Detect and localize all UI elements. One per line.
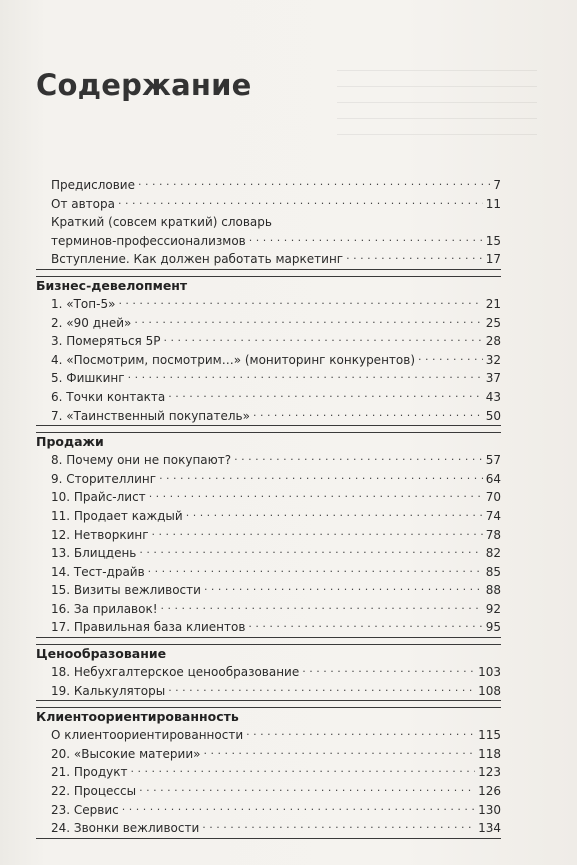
- entry-page-number: 108: [478, 683, 501, 698]
- dot-leader: [186, 508, 483, 520]
- entry-page-number: 64: [485, 471, 501, 486]
- entry-page-number: 28: [485, 334, 501, 349]
- entry-page-number: 92: [485, 601, 501, 616]
- entry-label: 20. «Высокие материи»: [51, 746, 201, 761]
- entry-page-number: 70: [485, 490, 501, 505]
- toc-entry[interactable]: [51, 663, 501, 682]
- entry-page-number: 11: [485, 196, 501, 211]
- toc-entry[interactable]: [51, 332, 501, 351]
- entry-label: 11. Продает каждый: [51, 508, 183, 523]
- entry-label: 4. «Посмотрим, посмотрим…» (мониторинг конкурентов): [51, 352, 415, 367]
- dot-leader: [148, 564, 483, 576]
- toc-entry[interactable]: [51, 782, 501, 801]
- dot-leader: [202, 820, 475, 832]
- entry-label: От автора: [51, 196, 115, 211]
- entry-page-number: 118: [478, 746, 501, 761]
- dot-leader: [204, 582, 483, 594]
- entry-label: Краткий (совсем краткий) словарь: [51, 215, 272, 230]
- section-heading: Ценообразование: [36, 644, 501, 663]
- entry-list: [36, 295, 501, 425]
- toc-entry[interactable]: [51, 618, 501, 637]
- entry-label-second-line: терминов-профессионализмов: [51, 233, 246, 248]
- toc-entry[interactable]: [51, 295, 501, 314]
- dot-leader: [203, 746, 475, 758]
- entry-label: 3. Померяться 5P: [51, 334, 161, 349]
- dot-leader: [248, 619, 482, 631]
- entry-label: 24. Звонки вежливости: [51, 821, 200, 836]
- toc-entry[interactable]: [51, 544, 501, 563]
- toc-entry[interactable]: [51, 726, 501, 745]
- entry-page-number: 25: [485, 315, 501, 330]
- entry-label: 19. Калькуляторы: [51, 683, 166, 698]
- toc-entry[interactable]: [51, 507, 501, 526]
- entry-page-number: 115: [478, 728, 501, 743]
- toc-entry[interactable]: [51, 250, 501, 269]
- dot-leader: [159, 471, 483, 483]
- dot-leader: [131, 764, 476, 776]
- entry-label: 9. Сторителлинг: [51, 471, 157, 486]
- dot-leader: [152, 527, 483, 539]
- dot-leader: [302, 664, 475, 676]
- toc-entry[interactable]: [51, 314, 501, 333]
- page-title: Содержание: [36, 68, 252, 102]
- entry-page-number: 88: [485, 583, 501, 598]
- toc-entry[interactable]: [51, 581, 501, 600]
- toc-entry[interactable]: [51, 470, 501, 489]
- dot-leader: [168, 683, 475, 695]
- toc-entry[interactable]: [51, 801, 501, 820]
- dot-leader: [163, 333, 482, 345]
- entry-label: 12. Нетворкинг: [51, 527, 149, 542]
- entry-label: 10. Прайс-лист: [51, 490, 146, 505]
- section-heading: Продажи: [36, 432, 501, 451]
- entry-page-number: 50: [485, 408, 501, 423]
- entry-label: 2. «90 дней»: [51, 315, 132, 330]
- entry-label: 7. «Таинственный покупатель»: [51, 408, 250, 423]
- entry-label: О клиентоориентированности: [51, 728, 244, 743]
- dot-leader: [234, 452, 483, 464]
- entry-page-number: 37: [485, 371, 501, 386]
- toc-entry[interactable]: [51, 407, 501, 426]
- dot-leader: [168, 389, 482, 401]
- dot-leader: [118, 196, 483, 208]
- entry-label: 1. «Топ-5»: [51, 296, 116, 311]
- entry-list: [36, 663, 501, 700]
- toc-entry[interactable]: [51, 195, 501, 214]
- toc-group-intro: [36, 176, 501, 270]
- entry-label: 15. Визиты вежливости: [51, 583, 201, 598]
- entry-label: Вступление. Как должен работать маркетинг: [51, 252, 344, 267]
- entry-list: [36, 726, 501, 838]
- dot-leader: [134, 315, 482, 327]
- dot-leader: [122, 802, 475, 814]
- entry-label: 17. Правильная база клиентов: [51, 620, 246, 635]
- entry-list: [36, 176, 501, 269]
- dot-leader: [139, 783, 475, 795]
- toc-group-sales: [36, 432, 501, 638]
- entry-label: 21. Продукт: [51, 765, 128, 780]
- entry-page-number: 7: [493, 178, 501, 192]
- dot-leader: [118, 296, 482, 308]
- entry-page-number: 85: [485, 564, 501, 579]
- entry-page-number: 82: [485, 546, 501, 561]
- entry-label: 5. Фишкинг: [51, 371, 125, 386]
- entry-label: 22. Процессы: [51, 784, 137, 799]
- toc-entry[interactable]: [51, 351, 501, 370]
- entry-page-number: 78: [485, 527, 501, 542]
- dot-leader: [139, 545, 482, 557]
- toc-entry[interactable]: [51, 369, 501, 388]
- entry-label: 6. Точки контакта: [51, 389, 166, 404]
- dot-leader: [249, 233, 483, 245]
- dot-leader: [138, 177, 490, 189]
- entry-page-number: 43: [485, 389, 501, 404]
- table-of-contents: [36, 176, 501, 839]
- toc-entry[interactable]: [51, 176, 501, 195]
- toc-entry[interactable]: [51, 763, 501, 782]
- entry-page-number: 134: [478, 821, 501, 836]
- toc-entry[interactable]: [51, 388, 501, 407]
- entry-page-number: 123: [478, 765, 501, 780]
- dot-leader: [149, 489, 483, 501]
- entry-label: 23. Сервис: [51, 802, 119, 817]
- entry-page-number: 57: [485, 453, 501, 468]
- entry-page-number: 126: [478, 784, 501, 799]
- entry-page-number: 17: [485, 252, 501, 267]
- toc-entry[interactable]: [51, 682, 501, 701]
- toc-entry[interactable]: [51, 819, 501, 838]
- dot-leader: [346, 251, 483, 263]
- dot-leader: [418, 352, 483, 364]
- entry-label: Предисловие: [51, 178, 135, 192]
- toc-group-business-development: [36, 276, 501, 426]
- toc-entry[interactable]: [51, 563, 501, 582]
- section-heading: Клиентоориентированность: [36, 707, 501, 726]
- entry-page-number: 74: [485, 508, 501, 523]
- entry-page-number: 21: [485, 296, 501, 311]
- entry-page-number: 95: [485, 620, 501, 635]
- toc-entry[interactable]: [51, 600, 501, 619]
- toc-entry[interactable]: [51, 488, 501, 507]
- toc-group-pricing: [36, 644, 501, 701]
- entry-label-continued: [51, 232, 501, 251]
- toc-entry[interactable]: [51, 451, 501, 470]
- entry-page-number: 130: [478, 802, 501, 817]
- dot-leader: [128, 370, 483, 382]
- dot-leader: [253, 408, 483, 420]
- entry-list: [36, 451, 501, 637]
- bleed-through-text: [337, 70, 537, 150]
- toc-group-customer-orientation: [36, 707, 501, 839]
- section-heading: Бизнес-девелопмент: [36, 276, 501, 295]
- entry-label: 13. Блицдень: [51, 546, 137, 561]
- entry-label: 14. Тест-драйв: [51, 564, 145, 579]
- toc-entry[interactable]: [51, 745, 501, 764]
- entry-label: 8. Почему они не покупают?: [51, 453, 232, 468]
- toc-entry[interactable]: [51, 526, 501, 545]
- entry-page-number: 15: [485, 233, 501, 248]
- dot-leader: [246, 727, 475, 739]
- entry-label: 16. За прилавок!: [51, 601, 158, 616]
- entry-label: 18. Небухгалтерское ценообразование: [51, 665, 300, 680]
- toc-entry[interactable]: [51, 213, 501, 250]
- dot-leader: [161, 601, 483, 613]
- entry-page-number: 32: [485, 352, 501, 367]
- entry-page-number: 103: [478, 665, 501, 680]
